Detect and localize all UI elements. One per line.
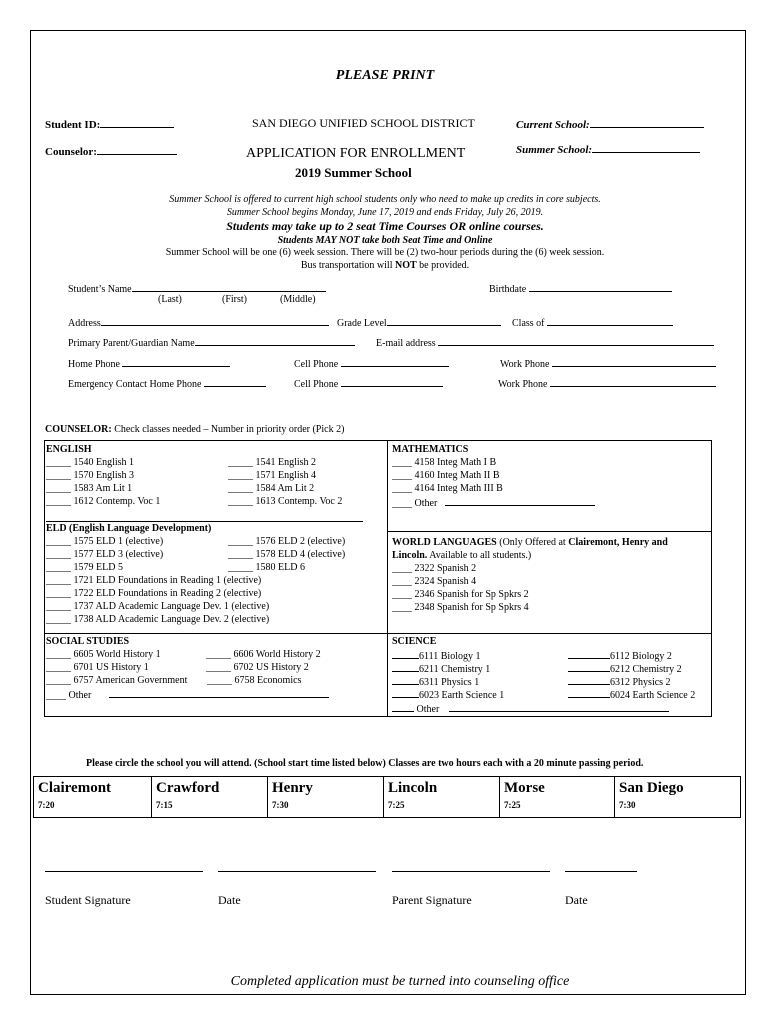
eld-course[interactable]: _____ 1738 ALD Academic Language Dev. 2 (elective) <box>46 614 270 625</box>
email-line <box>438 335 714 346</box>
notice-line-4: Students MAY NOT take both Seat Time and Online <box>277 235 493 246</box>
notice-line-6-post: be provided. <box>416 260 470 271</box>
parent-signature-label: Parent Signature <box>392 893 472 907</box>
summer-school-field[interactable] <box>516 142 700 156</box>
class-of-label: Class of <box>512 318 545 329</box>
name-last-hint: (Last) <box>158 294 182 305</box>
emergency-work-phone-label: Work Phone <box>498 379 548 390</box>
course-grid <box>44 440 712 717</box>
science-other-label: Other <box>416 704 440 715</box>
eld-course[interactable]: _____ 1737 ALD Academic Language Dev. 1 (elective) <box>46 601 270 612</box>
district-name: SAN DIEGO UNIFIED SCHOOL DISTRICT <box>252 116 475 130</box>
social-studies-course[interactable]: _____ 6605 World History 1 <box>46 649 161 660</box>
birthdate-field[interactable] <box>489 281 672 295</box>
science-check-line <box>568 674 610 685</box>
world-language-course[interactable]: ____ 2348 Spanish for Sp Spkrs 4 <box>392 602 529 613</box>
science-check-line <box>568 687 610 698</box>
world-languages-note: (Only Offered at <box>496 537 569 548</box>
science-check-line <box>392 661 419 672</box>
world-language-course[interactable]: ____ 2346 Spanish for Sp Spkrs 2 <box>392 589 529 600</box>
notice-line-3: Students may take up to 2 seat Time Courses OR online courses. <box>226 219 544 233</box>
student-name-field[interactable] <box>68 281 326 295</box>
english-course[interactable]: _____ 1584 Am Lit 2 <box>228 483 315 494</box>
social-studies-other[interactable] <box>46 687 329 702</box>
counselor-heading: COUNSELOR: <box>45 424 112 435</box>
notice-line-2: Summer School begins Monday, June 17, 2019 and ends Friday, July 26, 2019. <box>226 207 544 218</box>
work-phone-field[interactable] <box>500 356 716 370</box>
eld-course[interactable]: _____ 1577 ELD 3 (elective) <box>46 549 164 560</box>
home-phone-line <box>122 356 230 367</box>
science-check-line <box>568 661 610 672</box>
school-time: 7:15 <box>156 800 173 810</box>
student-signature-label: Student Signature <box>45 893 131 907</box>
work-phone-label: Work Phone <box>500 359 550 370</box>
address-field[interactable] <box>68 315 329 329</box>
school-time: 7:30 <box>619 800 636 810</box>
summer-school-label: Summer School: <box>516 144 593 156</box>
counselor-instructions-text: Check classes needed – Number in priority order (Pick 2) <box>114 424 345 435</box>
please-print-heading: PLEASE PRINT <box>335 68 435 83</box>
student-date-line[interactable] <box>218 871 376 872</box>
class-of-line <box>547 315 673 326</box>
emergency-cell-phone-label: Cell Phone <box>294 379 339 390</box>
school-name: Clairemont <box>38 780 112 796</box>
world-languages-schools-2: Lincoln. <box>392 550 428 561</box>
notice-line-1: Summer School is offered to current high school students only who need to make up credits in core subjects. <box>169 194 601 205</box>
school-instruction: Please circle the school you will attend. (School start time listed below) Classes are two hours each with a 20 minute passing period. <box>86 758 644 769</box>
cell-phone-label: Cell Phone <box>294 359 339 370</box>
world-language-course[interactable]: ____ 2324 Spanish 4 <box>392 576 477 587</box>
grade-level-line <box>387 315 501 326</box>
science-other-line <box>449 701 669 712</box>
notice-line-6 <box>0 260 770 271</box>
email-field[interactable] <box>376 335 714 349</box>
science-check-line <box>568 648 610 659</box>
social-studies-title: SOCIAL STUDIES <box>46 636 130 647</box>
emergency-contact-field[interactable] <box>68 376 266 390</box>
school-option-morse[interactable] <box>499 777 615 817</box>
eld-course[interactable]: _____ 1721 ELD Foundations in Reading 1 (elective) <box>46 575 262 586</box>
school-name: Lincoln <box>388 780 438 796</box>
science-course-label: 6212 Chemistry 2 <box>610 664 682 675</box>
science-course-label: 6111 Biology 1 <box>419 651 481 662</box>
student-name-label: Student’s Name <box>68 284 132 295</box>
summer-school-line <box>592 142 700 153</box>
science-other[interactable] <box>392 701 669 716</box>
world-language-course[interactable]: ____ 2322 Spanish 2 <box>392 563 477 574</box>
social-studies-other-line <box>109 687 329 698</box>
counselor-field[interactable] <box>45 144 177 158</box>
english-course[interactable]: _____ 1613 Contemp. Voc 2 <box>228 496 343 507</box>
eld-course[interactable]: _____ 1578 ELD 4 (elective) <box>228 549 346 560</box>
english-course[interactable]: _____ 1571 English 4 <box>228 470 317 481</box>
school-name: Henry <box>272 780 313 796</box>
current-school-line <box>590 117 704 128</box>
counselor-line <box>97 144 177 155</box>
science-course-label: 6312 Physics 2 <box>610 677 671 688</box>
form-subtitle: 2019 Summer School <box>295 165 412 180</box>
english-course[interactable]: _____ 1540 English 1 <box>46 457 135 468</box>
science-course-label: 6211 Chemistry 1 <box>419 664 491 675</box>
eld-course[interactable]: _____ 1575 ELD 1 (elective) <box>46 536 164 547</box>
student-name-line <box>132 281 326 292</box>
school-name: San Diego <box>619 780 684 796</box>
eld-course[interactable]: _____ 1580 ELD 6 <box>228 562 305 573</box>
social-studies-course[interactable]: _____ 6606 World History 2 <box>206 649 321 660</box>
school-option-henry[interactable] <box>267 777 384 817</box>
guardian-name-label: Primary Parent/Guardian Name <box>68 338 195 349</box>
school-option-clairemont[interactable] <box>34 777 151 817</box>
counselor-instructions <box>45 424 344 435</box>
address-line <box>101 315 329 326</box>
social-studies-course[interactable]: _____ 6757 American Government <box>46 675 188 686</box>
email-label: E-mail address <box>376 338 436 349</box>
home-phone-label: Home Phone <box>68 359 120 370</box>
notice-line-6-bold: NOT <box>395 260 417 271</box>
name-middle-hint: (Middle) <box>280 294 316 305</box>
eld-course[interactable]: _____ 1722 ELD Foundations in Reading 2 (elective) <box>46 588 262 599</box>
grid-divider-left <box>45 633 387 634</box>
emergency-work-phone-field[interactable] <box>498 376 716 390</box>
world-languages-title: WORLD LANGUAGES <box>392 537 497 548</box>
emergency-contact-line <box>204 376 266 387</box>
parent-date-label: Date <box>565 893 588 907</box>
cell-phone-field[interactable] <box>294 356 449 370</box>
grid-divider-right-top <box>387 531 711 532</box>
school-time: 7:30 <box>272 800 289 810</box>
math-other[interactable] <box>392 495 595 510</box>
english-title: ENGLISH <box>46 444 92 455</box>
notice-line-6-pre: Bus transportation will <box>300 260 395 271</box>
math-other-label: ____ Other <box>392 498 438 509</box>
name-first-hint: (First) <box>222 294 247 305</box>
math-course[interactable]: ____ 4160 Integ Math II B <box>392 470 500 481</box>
current-school-label: Current School: <box>516 119 590 131</box>
school-name: Morse <box>504 780 545 796</box>
emergency-cell-phone-field[interactable] <box>294 376 443 390</box>
emergency-cell-phone-line <box>341 376 443 387</box>
counselor-label: Counselor: <box>45 146 97 158</box>
guardian-name-field[interactable] <box>68 335 355 349</box>
emergency-contact-label: Emergency Contact Home Phone <box>68 379 202 390</box>
social-studies-course[interactable]: _____ 6702 US History 2 <box>206 662 309 673</box>
math-other-line <box>445 495 595 506</box>
science-check-line <box>392 701 414 712</box>
eld-course[interactable]: _____ 1579 ELD 5 <box>46 562 123 573</box>
english-course[interactable]: _____ 1570 English 3 <box>46 470 135 481</box>
grid-divider-right <box>387 633 711 634</box>
student-id-label: Student ID: <box>45 119 101 131</box>
emergency-work-phone-line <box>550 376 716 387</box>
world-languages-schools: Clairemont, Henry and <box>568 537 668 548</box>
school-time: 7:20 <box>38 800 55 810</box>
guardian-name-line <box>195 335 355 346</box>
social-studies-course[interactable]: _____ 6701 US History 1 <box>46 662 149 673</box>
student-id-line <box>100 117 174 128</box>
english-course[interactable]: _____ 1583 Am Lit 1 <box>46 483 133 494</box>
address-label: Address <box>68 318 101 329</box>
english-course[interactable]: _____ 1612 Contemp. Voc 1 <box>46 496 161 507</box>
school-option-lincoln[interactable] <box>383 777 500 817</box>
grid-divider-vertical <box>387 441 388 716</box>
science-check-line <box>392 687 419 698</box>
eld-course[interactable]: _____ 1576 ELD 2 (elective) <box>228 536 346 547</box>
grade-level-field[interactable] <box>337 315 501 329</box>
class-of-field[interactable] <box>512 315 673 329</box>
eld-title: ELD (English Language Development) <box>46 523 212 534</box>
science-course-label: 6023 Earth Science 1 <box>419 690 505 701</box>
math-course[interactable]: ____ 4158 Integ Math I B <box>392 457 497 468</box>
footer-note: Completed application must be turned into counseling office <box>230 974 570 989</box>
world-languages-header <box>392 536 668 549</box>
social-studies-other-label: ____ Other <box>46 690 92 701</box>
school-name: Crawford <box>156 780 220 796</box>
student-id-field[interactable] <box>45 117 174 131</box>
school-table <box>33 776 741 818</box>
world-languages-note-2: Available to all students.) <box>427 550 532 561</box>
science-course-label: 6112 Biology 2 <box>610 651 672 662</box>
parent-date-line[interactable] <box>565 871 637 872</box>
grade-level-label: Grade Level <box>337 318 387 329</box>
science-title: SCIENCE <box>392 636 437 647</box>
world-languages-header-2 <box>392 549 531 562</box>
notice-line-5: Summer School will be one (6) week session. There will be (2) two-hour periods during the (6) week session. <box>165 247 605 258</box>
science-check-line <box>392 648 419 659</box>
school-time: 7:25 <box>388 800 405 810</box>
social-studies-course[interactable]: _____ 6758 Economics <box>207 675 302 686</box>
form-title: APPLICATION FOR ENROLLMENT <box>246 146 466 161</box>
school-option-crawford[interactable] <box>151 777 268 817</box>
birthdate-line <box>529 281 672 292</box>
science-course-label: 6311 Physics 1 <box>419 677 480 688</box>
school-time: 7:25 <box>504 800 521 810</box>
school-option-san-diego[interactable] <box>614 777 741 817</box>
student-date-label: Date <box>218 893 241 907</box>
science-check-line <box>392 674 419 685</box>
english-course[interactable]: _____ 1541 English 2 <box>228 457 317 468</box>
birthdate-label: Birthdate <box>489 284 527 295</box>
science-course[interactable] <box>568 687 695 702</box>
work-phone-line <box>552 356 716 367</box>
home-phone-field[interactable] <box>68 356 230 370</box>
current-school-field[interactable] <box>516 117 704 131</box>
math-course[interactable]: ____ 4164 Integ Math III B <box>392 483 503 494</box>
cell-phone-line <box>341 356 449 367</box>
science-course-label: 6024 Earth Science 2 <box>610 690 696 701</box>
science-course[interactable] <box>392 687 504 702</box>
parent-signature-line[interactable] <box>392 871 550 872</box>
math-title: MATHEMATICS <box>392 444 469 455</box>
student-signature-line[interactable] <box>45 871 203 872</box>
